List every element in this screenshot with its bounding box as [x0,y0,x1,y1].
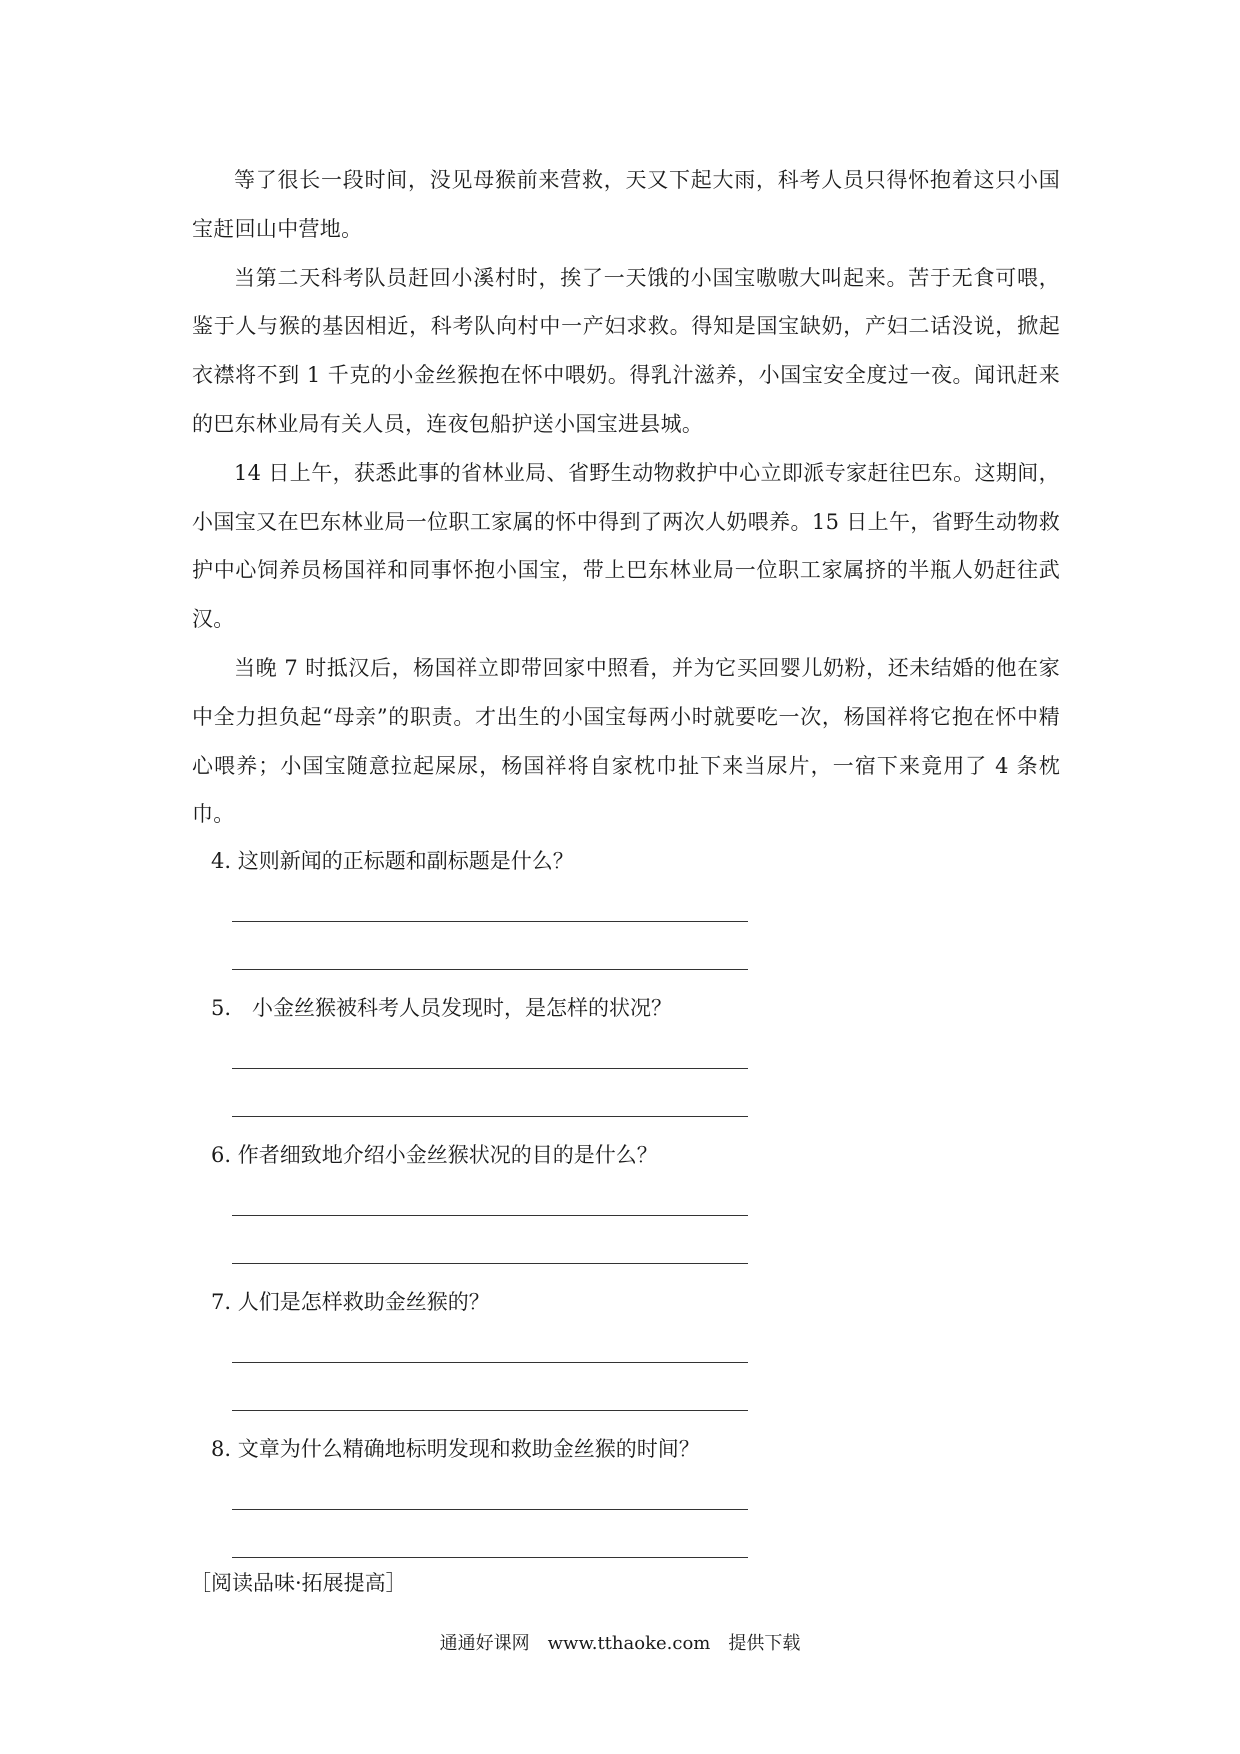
question-8: 8. 文章为什么精确地标明发现和救助金丝猴的时间？ [211,1437,700,1461]
passage-paragraph: 当第二天科考队员赶回小溪村时，挨了一天饿的小国宝嗷嗷大叫起来。苦于无食可喂，鉴于人与猴的基因相近，科考队向村中一产妇求救。得知是国宝缺奶，产妇二话没说，掀起衣襟将不到 1 千克的小金丝猴抱在怀中喂奶。得乳汁滋养，小国宝安全度过一夜。闻讯赶来的巴东林业局有关人员，连夜包船护送小国宝进县城。 [192,265,1060,436]
answer-line-q8-2[interactable] [232,1557,748,1558]
passage-paragraph: 等了很长一段时间，没见母猴前来营救，天又下起大雨，科考人员只得怀抱着这只小国宝赶回山中营地。 [192,168,1060,241]
page-footer: 通通好课网 www.tthaoke.com 提供下载 [439,1633,801,1654]
answer-line-q4-2[interactable] [232,969,748,970]
answer-line-q5-2[interactable] [232,1116,748,1117]
passage-paragraph: 当晚 7 时抵汉后，杨国祥立即带回家中照看，并为它买回婴儿奶粉，还未结婚的他在家中全力担负起“母亲”的职责。才出生的小国宝每两小时就要吃一次，杨国祥将它抱在怀中精心喂养；小国宝随意拉起屎尿，杨国祥将自家枕巾扯下来当尿片，一宿下来竟用了 4 条枕巾。 [192,655,1060,827]
question-6: 6. 作者细致地介绍小金丝猴状况的目的是什么？ [211,1143,658,1167]
answer-line-q6-1[interactable] [232,1215,748,1216]
section-heading: ［阅读品味·拓展提高］ [190,1571,407,1595]
answer-line-q4-1[interactable] [232,921,748,922]
answer-line-q7-2[interactable] [232,1410,748,1411]
answer-line-q7-1[interactable] [232,1362,748,1363]
answer-line-q5-1[interactable] [232,1068,748,1069]
question-5: 5. 小金丝猴被科考人员发现时，是怎样的状况？ [211,996,673,1020]
answer-line-q8-1[interactable] [232,1509,748,1510]
answer-line-q6-2[interactable] [232,1263,748,1264]
question-7: 7. 人们是怎样救助金丝猴的？ [211,1290,490,1314]
news-passage [192,156,1060,839]
passage-paragraph: 14 日上午，获悉此事的省林业局、省野生动物救护中心立即派专家赶往巴东。这期间，小国宝又在巴东林业局一位职工家属的怀中得到了两次人奶喂养。15 日上午，省野生动物救护中心饲养员杨国祥和同事怀抱小国宝，带上巴东林业局一位职工家属挤的半瓶人奶赶往武汉。 [192,460,1060,632]
question-4: 4. 这则新闻的正标题和副标题是什么？ [211,849,574,873]
